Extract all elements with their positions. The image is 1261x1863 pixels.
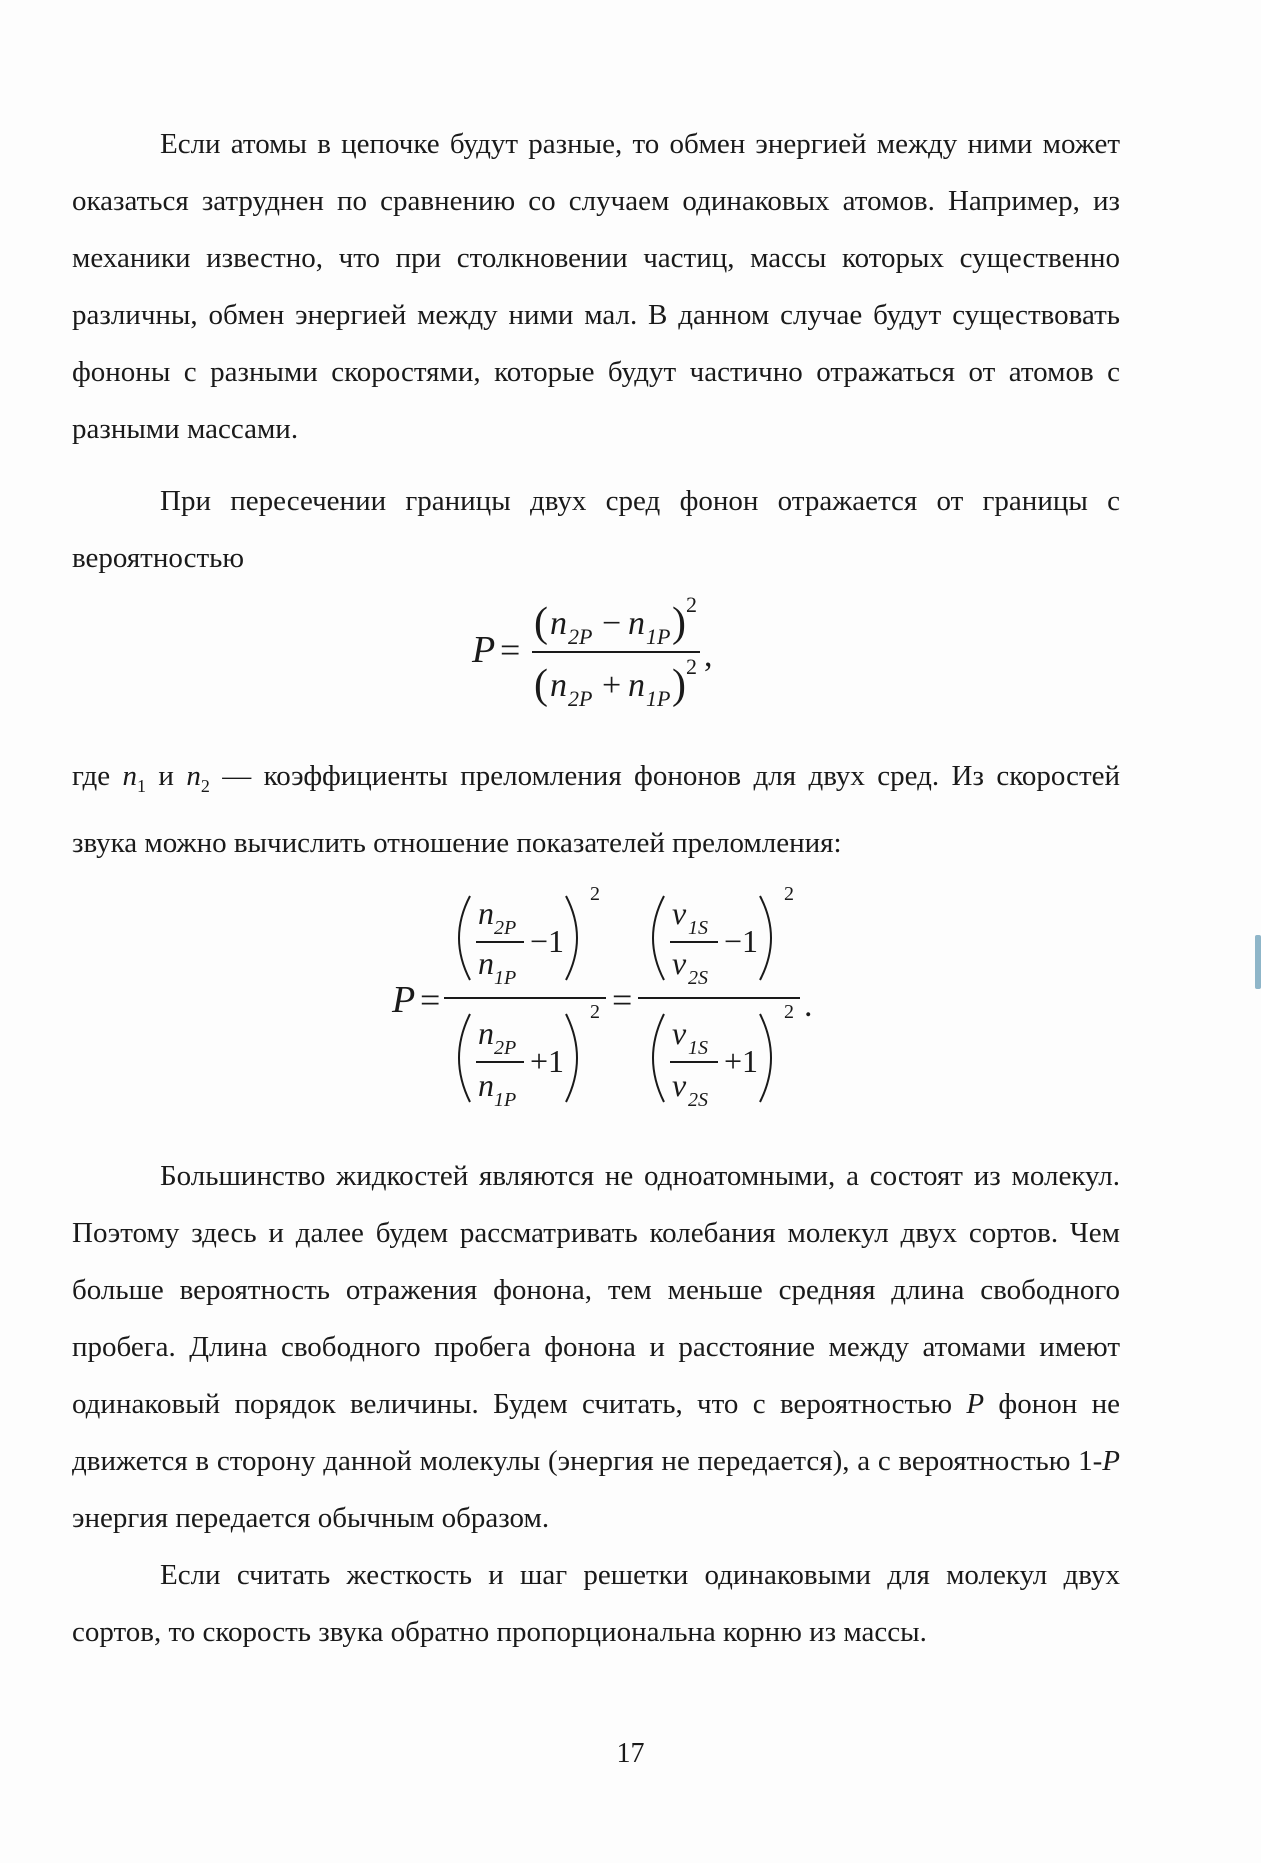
paragraph-liquids-molecules: [72, 1148, 1120, 1547]
p4-var-p: P: [966, 1388, 985, 1420]
formula2-right-den-lparen: [653, 1014, 664, 1102]
formula2-left-num-minus-one: −1: [530, 923, 565, 959]
formula2-lhs: P: [392, 979, 416, 1021]
formula2-right-num-v2: v: [672, 945, 687, 981]
formula1-num-n2: n: [550, 605, 567, 642]
p3-prefix: где: [72, 760, 123, 792]
p4-var-p2: P: [1102, 1445, 1120, 1477]
formula2-left-den-lparen: [459, 1014, 470, 1102]
p3-and: и: [145, 760, 187, 792]
formula2-right-den-sub1s: 1S: [688, 1037, 708, 1059]
formula2-right-num-v1: v: [672, 895, 687, 931]
formula1-lhs: P: [472, 629, 496, 671]
formula2-right-num-minus-one: −1: [724, 923, 759, 959]
formula1-plus: +: [602, 667, 622, 704]
formula2-equals: =: [420, 980, 441, 1020]
formula1-den-lparen: (: [534, 662, 548, 708]
formula2-left-num-lparen: [459, 896, 470, 980]
formula2-left-den-sub1p: 1P: [494, 1089, 517, 1111]
paragraph-atoms-chain: Если атомы в цепочке будут разные, то обмен энергией между ними может оказаться затруднен по сравнению со случаем одинаковых атомов. Например, из механики известно, что при столкновении частиц, массы которых существенно различны, обмен энергией между ними мал. В данном случае будут существовать фононы с разными скоростями, которые будут частично отражаться от атомов с разными массами.: [72, 128, 1120, 445]
page-number: 17: [616, 1738, 645, 1769]
formula2-left-den-n1: n: [478, 1067, 494, 1103]
formula2-equals-2: =: [612, 980, 633, 1020]
p4-text-before: Большинство жидкостей являются не одноатомными, а состоят из молекул. Поэтому здесь и далее будем рассматривать колебания молекул двух сортов. Чем больше вероятность отражения фонона, тем меньше средняя длина свободного пробега. Длина свободного пробега фонона и расстояние между атомами имеют одинаковый порядок величины. Будем считать, что с вероятностью: [72, 1160, 1120, 1420]
p3-var-n2-sub: 2: [200, 775, 210, 796]
formula2-right-num-exp: 2: [784, 883, 794, 905]
formula1-num-sub1p: 1P: [646, 624, 671, 649]
p4-text-after: энергия передается обычным образом.: [72, 1502, 550, 1534]
formula2-left-den-sub2p: 2P: [494, 1037, 517, 1059]
formula1-num-sub2p: 2P: [568, 624, 593, 649]
p3-var-n1-sub: 1: [136, 775, 146, 796]
formula-reflection-probability: [0, 590, 1261, 720]
paragraph-refraction-coefficients: [72, 748, 1120, 872]
formula2-right-den-sub2s: 2S: [688, 1089, 708, 1111]
formula2-left-den-exp: 2: [590, 1001, 600, 1023]
formula2-right-den-rparen: [760, 1014, 771, 1102]
p3-var-n2: n: [186, 760, 201, 792]
formula2-right-num-sub2s: 2S: [688, 967, 708, 989]
formula2-left-den-rparen: [566, 1014, 577, 1102]
formula1-comma: ,: [704, 637, 713, 674]
scan-edge-mark: [1255, 935, 1261, 989]
formula2-left-num-n1: n: [478, 945, 494, 981]
formula1-num-lparen: (: [534, 600, 548, 646]
p3-suffix: — коэффициенты преломления фононов для двух сред. Из скоростей звука можно вычислить отношение показателей преломления:: [72, 760, 1121, 859]
formula2-left-num-rparen: [566, 896, 577, 980]
formula2-left-num-n2: n: [478, 895, 494, 931]
formula2-right-num-sub1s: 1S: [688, 917, 708, 939]
formula1-minus: −: [602, 605, 622, 642]
formula1-den-sub2p: 2P: [568, 686, 593, 711]
formula1-den-n2: n: [550, 667, 567, 704]
formula2-left-den-plus-one: +1: [530, 1043, 565, 1079]
formula2-left-den-n2: n: [478, 1015, 494, 1051]
formula-refraction-ratio: [0, 880, 1261, 1120]
formula1-den-rparen: ): [672, 662, 686, 708]
formula1-num-rparen: ): [672, 600, 686, 646]
formula1-den-exp: 2: [686, 654, 697, 679]
p3-var-n1: n: [122, 760, 137, 792]
paragraph-boundary-reflection: При пересечении границы двух сред фонон отражается от границы с вероятностью: [72, 485, 1120, 574]
formula1-num-n1: n: [628, 605, 645, 642]
paragraph-sound-speed: Если считать жесткость и шаг решетки одинаковыми для молекул двух сортов, то скорость звука обратно пропорциональна корню из массы.: [72, 1559, 1120, 1648]
formula2-right-den-exp: 2: [784, 1001, 794, 1023]
formula2-right-den-v2: v: [672, 1067, 687, 1103]
formula2-right-num-lparen: [653, 896, 664, 980]
formula1-num-exp: 2: [686, 592, 697, 617]
formula1-equals: =: [500, 630, 521, 670]
formula1-den-n1: n: [628, 667, 645, 704]
formula1-den-sub1p: 1P: [646, 686, 671, 711]
formula2-left-num-sub1p: 1P: [494, 967, 517, 989]
formula2-left-num-sub2p: 2P: [494, 917, 517, 939]
formula2-left-num-exp: 2: [590, 883, 600, 905]
p4-text-middle: фонон не движется в сторону данной молекулы (энергия не передается), а с вероятностью 1-: [72, 1388, 1120, 1477]
formula2-period: .: [804, 987, 813, 1024]
formula2-right-den-v1: v: [672, 1015, 687, 1051]
formula2-right-num-rparen: [760, 896, 771, 980]
formula2-right-den-plus-one: +1: [724, 1043, 759, 1079]
